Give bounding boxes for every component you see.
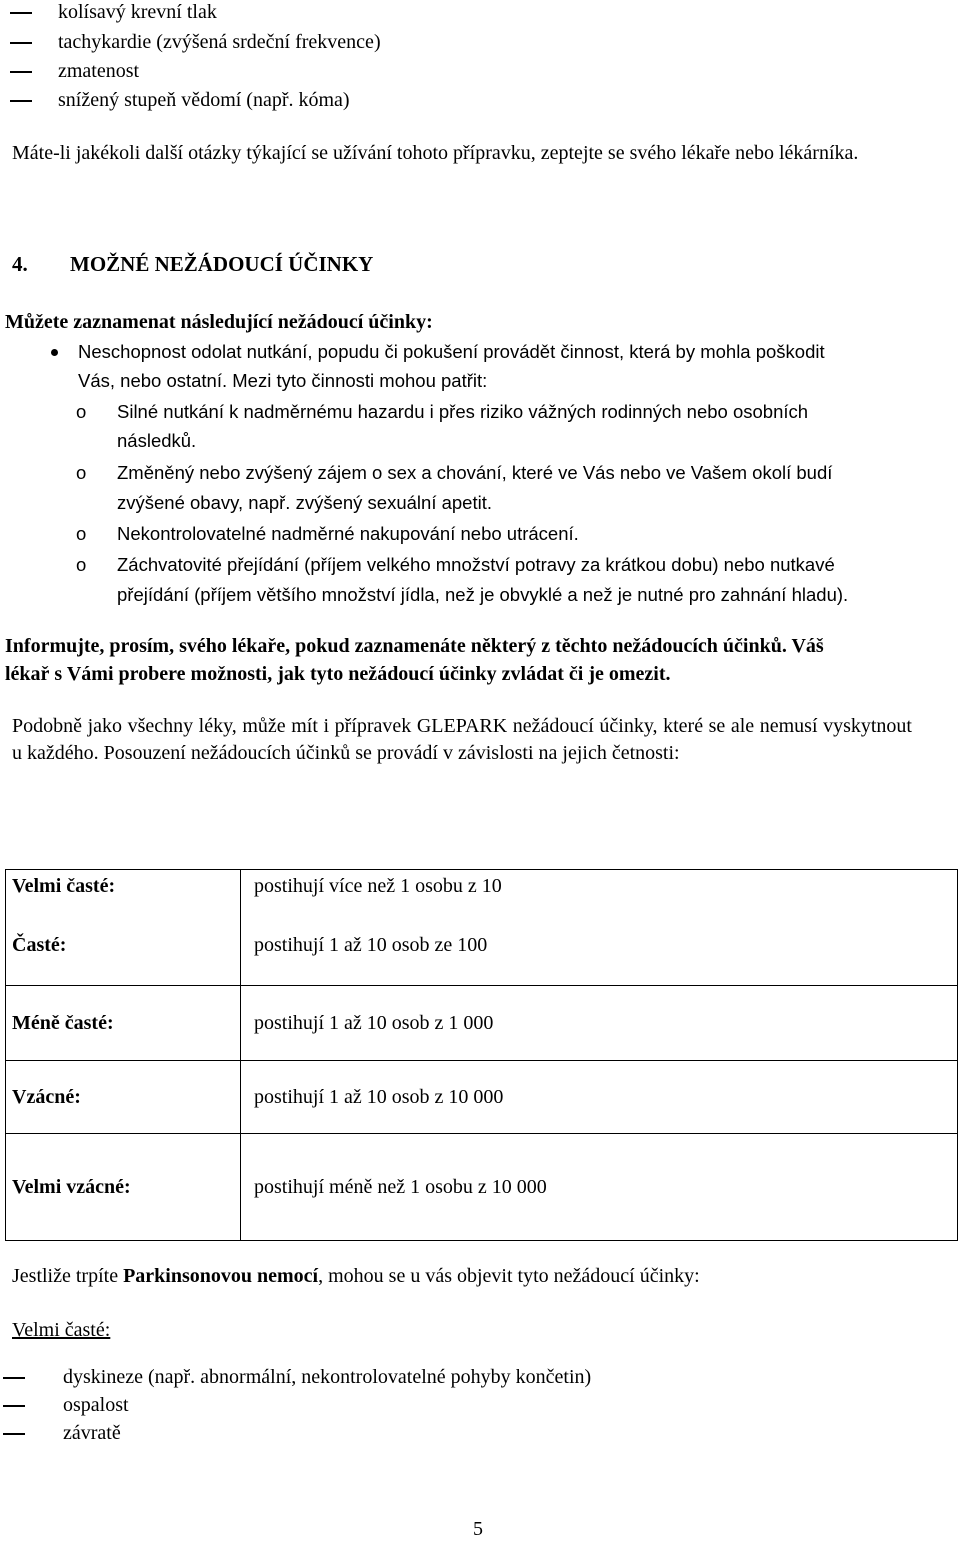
page-number: 5: [473, 1518, 483, 1540]
circle-bullet-icon: o: [76, 401, 87, 422]
sub-item-line: Silné nutkání k nadměrnému hazardu i přes riziko vážných rodinných nebo osobních: [117, 401, 809, 422]
dash-marker: [3, 1377, 25, 1379]
table-row: [6, 903, 958, 986]
frequency-label: Vzácné:: [6, 1061, 241, 1134]
sub-item-line: následků.: [117, 430, 197, 451]
inform-line: Informujte, prosím, svého lékaře, pokud zaznamenáte některý z těchto nežádoucích účinků. Váš: [5, 635, 824, 657]
table-row: [6, 1061, 958, 1134]
bullet-icon: [51, 349, 58, 356]
bullet-text-line1: Neschopnost odolat nutkání, popudu či pokušení provádět činnost, která by mohla poškodit: [78, 341, 825, 362]
frequency-label: Velmi časté:: [6, 870, 241, 903]
frequency-label: Velmi vzácné:: [6, 1134, 241, 1241]
frequency-value: postihují 1 až 10 osob ze 100: [241, 903, 958, 986]
frequency-table: [5, 869, 958, 1241]
circle-bullet-icon: o: [76, 523, 87, 544]
sub-item-line: Nekontrolovatelné nadměrné nakupování nebo utrácení.: [117, 523, 579, 544]
table-row: [6, 1134, 958, 1241]
frequency-value: postihují 1 až 10 osob z 10 000: [241, 1061, 958, 1134]
frequency-label: Méně časté:: [6, 986, 241, 1061]
effects-intro: Můžete zaznamenat následující nežádoucí účinky:: [5, 311, 433, 333]
parkinson-line: Jestliže trpíte Parkinsonovou nemocí, mohou se u vás objevit tyto nežádoucí účinky:: [12, 1265, 700, 1287]
section-title: MOŽNÉ NEŽÁDOUCÍ ÚČINKY: [70, 252, 374, 276]
sub-item-line: zvýšené obavy, např. zvýšený sexuální apetit.: [117, 492, 492, 513]
frequency-value: postihují více než 1 osobu z 10: [241, 870, 958, 903]
circle-bullet-icon: o: [76, 554, 87, 575]
parkinson-bold: Parkinsonovou nemocí: [123, 1265, 319, 1287]
table-row: [6, 986, 958, 1061]
inform-line: lékař s Vámi probere možnosti, jak tyto nežádoucí účinky zvládat či je omezit.: [5, 663, 671, 685]
dash-marker: [10, 100, 32, 102]
dash-marker: [3, 1433, 25, 1435]
dash-marker: [3, 1405, 25, 1407]
frequency-label: Časté:: [6, 903, 241, 986]
sub-item-line: přejídání (příjem většího množství jídla, než je obvyklé a než je nutné pro zahnání hladu).: [117, 584, 849, 605]
section-number: 4.: [12, 252, 28, 276]
dash-marker: [10, 12, 32, 14]
dash-marker: [10, 42, 32, 44]
bullet-text-line2: Vás, nebo ostatní. Mezi tyto činnosti mohou patřit:: [78, 370, 488, 391]
frequency-paragraph: Podobně jako všechny léky, může mít i přípravek GLEPARK nežádoucí účinky, které se ale nemusí vyskytnout u každého. Posouzení nežádoucích účinků se provádí v závislosti na jejich četnosti:: [12, 715, 912, 764]
dash-marker: [10, 71, 32, 73]
table-row: [6, 870, 958, 903]
circle-bullet-icon: o: [76, 462, 87, 483]
frequency-value: postihují 1 až 10 osob z 1 000: [241, 986, 958, 1061]
frequency-value: postihují méně než 1 osobu z 10 000: [241, 1134, 958, 1241]
sub-item-line: Změněný nebo zvýšený zájem o sex a chování, které ve Vás nebo ve Vašem okolí budí: [117, 462, 833, 483]
sub-item-line: Záchvatovité přejídání (příjem velkého množství potravy za krátkou dobu) nebo nutkavé: [117, 554, 835, 575]
intro-paragraph: Máte-li jakékoli další otázky týkající se užívání tohoto přípravku, zeptejte se svého lékaře nebo lékárníka.: [12, 142, 859, 164]
very-common-heading: Velmi časté:: [12, 1319, 111, 1341]
section-heading: [12, 250, 373, 279]
